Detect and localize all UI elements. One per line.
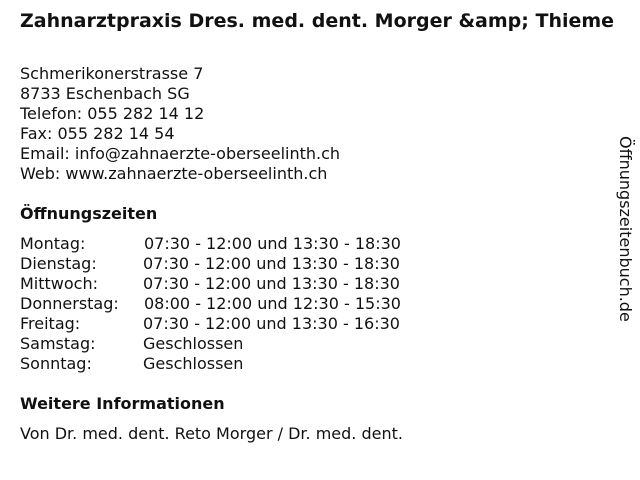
time-range: 08:00 - 12:00 und 12:30 - 15:30 bbox=[144, 294, 401, 313]
email-line: Email: info@zahnaerzte-oberseelinth.ch bbox=[20, 144, 341, 163]
opening-hours-table bbox=[20, 234, 401, 374]
hours-row-wednesday bbox=[20, 274, 401, 294]
day-label: Samstag: bbox=[20, 334, 96, 353]
web-line: Web: www.zahnaerzte-oberseelinth.ch bbox=[20, 164, 328, 183]
day-label: Mittwoch: bbox=[20, 274, 98, 293]
time-range: Geschlossen bbox=[143, 334, 244, 353]
address-block bbox=[20, 64, 340, 184]
page-title: Zahnarztpraxis Dres. med. dent. Morger &amp; Thieme bbox=[20, 10, 615, 32]
fax-line: Fax: 055 282 14 54 bbox=[20, 124, 175, 143]
phone-line: Telefon: 055 282 14 12 bbox=[20, 104, 205, 123]
city-line: 8733 Eschenbach SG bbox=[20, 84, 190, 103]
more-info-heading: Weitere Informationen bbox=[20, 394, 225, 413]
time-range: Geschlossen bbox=[143, 354, 244, 373]
hours-row-monday bbox=[20, 234, 401, 254]
hours-row-thursday bbox=[20, 294, 401, 314]
time-range: 07:30 - 12:00 und 13:30 - 16:30 bbox=[143, 314, 400, 333]
time-range: 07:30 - 12:00 und 13:30 - 18:30 bbox=[143, 274, 400, 293]
hours-row-tuesday bbox=[20, 254, 401, 274]
day-label: Dienstag: bbox=[20, 254, 97, 273]
hours-row-saturday bbox=[20, 334, 401, 354]
day-label: Sonntag: bbox=[20, 354, 92, 373]
day-label: Montag: bbox=[20, 234, 86, 253]
street-address: Schmerikonerstrasse 7 bbox=[20, 64, 204, 83]
day-label: Donnerstag: bbox=[20, 294, 119, 313]
more-info-text: Von Dr. med. dent. Reto Morger / Dr. med. dent. bbox=[20, 424, 403, 443]
time-range: 07:30 - 12:00 und 13:30 - 18:30 bbox=[144, 234, 401, 253]
hours-row-friday bbox=[20, 314, 401, 334]
time-range: 07:30 - 12:00 und 13:30 - 18:30 bbox=[143, 254, 400, 273]
hours-row-sunday bbox=[20, 354, 401, 374]
site-watermark: Öffnungszeitenbuch.de bbox=[616, 136, 635, 322]
opening-hours-heading: Öffnungszeiten bbox=[20, 204, 158, 223]
day-label: Freitag: bbox=[20, 314, 81, 333]
